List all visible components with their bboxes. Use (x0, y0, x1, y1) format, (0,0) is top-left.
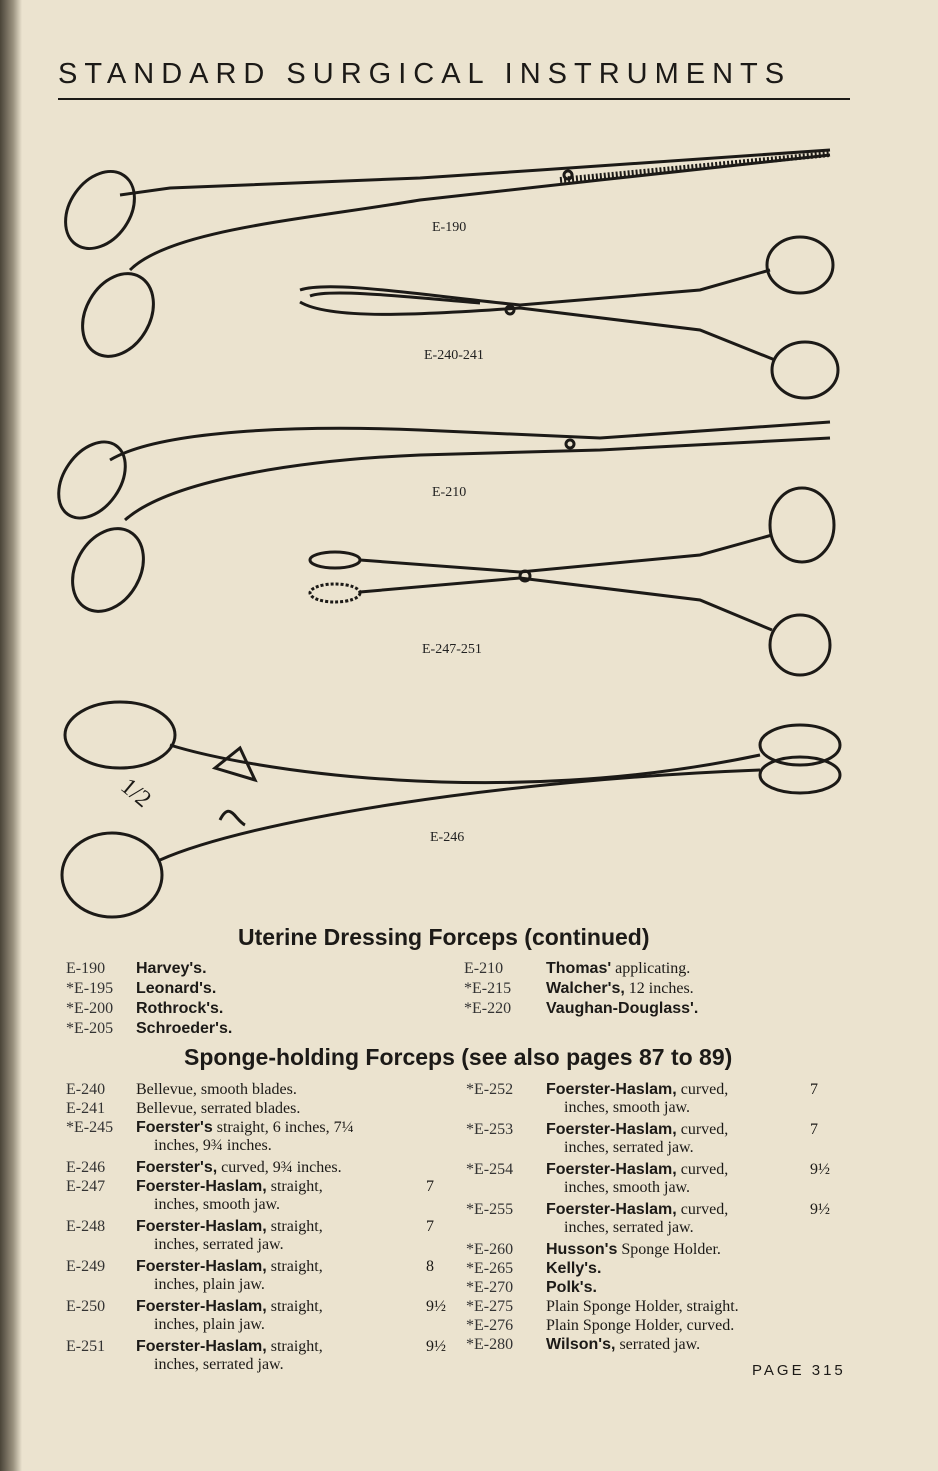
forceps-e247-illustration (310, 488, 834, 675)
catalog-entry (464, 980, 866, 998)
instrument-name: Foerster-Haslam, (136, 1178, 267, 1195)
catalog-entry (66, 1119, 496, 1155)
instrument-description: serrated jaw. (615, 1336, 701, 1353)
instrument-description-continued: inches, smooth jaw. (154, 1196, 281, 1213)
catalog-code: *E-255 (466, 1201, 514, 1218)
instrument-name: Foerster's (136, 1119, 213, 1136)
catalog-entry (466, 1201, 856, 1237)
scale-note: 1/2 (115, 773, 156, 813)
instrument-size: 8 (426, 1258, 434, 1275)
figure-label: E-190 (432, 220, 467, 235)
catalog-entry (466, 1336, 856, 1354)
instrument-name: Foerster-Haslam, (136, 1298, 267, 1315)
instrument-name: Kelly's. (546, 1260, 602, 1277)
instrument-name: Thomas' (546, 960, 612, 977)
instrument-description: Bellevue, serrated blades. (136, 1100, 301, 1117)
catalog-code: *E-220 (464, 1000, 512, 1017)
instrument-description: curved, (676, 1081, 729, 1098)
catalog-entry (464, 960, 866, 978)
instrument-name: Foerster-Haslam, (546, 1201, 677, 1218)
instrument-description: straight, (266, 1258, 323, 1275)
forceps-e246-illustration (62, 702, 840, 917)
catalog-code: *E-265 (466, 1260, 514, 1277)
catalog-entry (466, 1161, 856, 1197)
catalog-code: E-210 (464, 960, 504, 977)
catalog-entry (66, 1298, 496, 1334)
instrument-name: Harvey's. (136, 960, 207, 977)
instrument-size: 9½ (810, 1201, 830, 1218)
instrument-description: straight, 6 inches, 7¼ (212, 1119, 354, 1136)
instrument-name: Walcher's, (546, 980, 625, 997)
instrument-size: 7 (810, 1081, 818, 1098)
instrument-description-continued: inches, smooth jaw. (564, 1099, 691, 1116)
instrument-name: Rothrock's. (136, 1000, 224, 1017)
catalog-entry (466, 1241, 856, 1259)
instrument-description: 12 inches. (624, 980, 694, 997)
catalog-entry (66, 1338, 496, 1374)
instrument-description: straight, (266, 1178, 323, 1195)
instrument-description-continued: inches, serrated jaw. (154, 1236, 284, 1253)
instrument-description-continued: inches, plain jaw. (154, 1316, 265, 1333)
catalog-entry (66, 1100, 496, 1118)
instrument-description: curved, 9¾ inches. (217, 1159, 342, 1176)
instrument-name: Vaughan-Douglass'. (546, 1000, 699, 1017)
catalog-entry (66, 1000, 436, 1018)
catalog-entry (66, 960, 436, 978)
catalog-entry (466, 1081, 856, 1117)
instrument-description: applicating. (611, 960, 691, 977)
instrument-name: Husson's (546, 1241, 618, 1258)
figure-label: E-210 (432, 485, 467, 500)
instrument-description: straight, (266, 1298, 323, 1315)
page-header: STANDARD SURGICAL INSTRUMENTS (58, 58, 792, 90)
catalog-code: E-250 (66, 1298, 106, 1315)
instrument-description-continued: inches, serrated jaw. (564, 1139, 694, 1156)
catalog-entry (66, 1081, 496, 1099)
instrument-description-continued: inches, plain jaw. (154, 1276, 265, 1293)
instrument-name: Foerster-Haslam, (546, 1121, 677, 1138)
catalog-entry (466, 1260, 856, 1278)
catalog-code: *E-205 (66, 1020, 114, 1037)
catalog-code: *E-252 (466, 1081, 514, 1098)
instrument-description: curved, (676, 1121, 729, 1138)
instrument-description: curved, (676, 1201, 729, 1218)
catalog-code: *E-215 (464, 980, 512, 997)
instrument-size: 9½ (810, 1161, 830, 1178)
instrument-description: curved, (676, 1161, 729, 1178)
instrument-name: Wilson's, (546, 1336, 616, 1353)
catalog-code: E-247 (66, 1178, 106, 1195)
figure-label: E-246 (430, 830, 465, 845)
instrument-description: Plain Sponge Holder, straight. (546, 1298, 739, 1315)
catalog-code: *E-260 (466, 1241, 514, 1258)
instrument-name: Foerster-Haslam, (546, 1161, 677, 1178)
catalog-entry (66, 1159, 496, 1177)
figure-label: E-240-241 (424, 348, 484, 363)
catalog-code: E-246 (66, 1159, 106, 1176)
instrument-name: Foerster-Haslam, (136, 1218, 267, 1235)
instrument-description: Plain Sponge Holder, curved. (546, 1317, 735, 1334)
catalog-entry (66, 1020, 436, 1038)
figure-label: E-247-251 (422, 642, 482, 657)
catalog-code: *E-254 (466, 1161, 514, 1178)
catalog-code: *E-276 (466, 1317, 514, 1334)
forceps-e240-illustration (300, 237, 838, 398)
instrument-description-continued: inches, 9¾ inches. (154, 1137, 272, 1154)
catalog-code: E-241 (66, 1100, 106, 1117)
instrument-size: 7 (426, 1178, 434, 1195)
page-number: PAGE 315 (752, 1362, 846, 1379)
section-heading-sponge: Sponge-holding Forceps (see also pages 87 to 89) (184, 1044, 733, 1070)
instrument-name: Foerster-Haslam, (546, 1081, 677, 1098)
instrument-name: Foerster-Haslam, (136, 1338, 267, 1355)
catalog-code: E-240 (66, 1081, 106, 1098)
catalog-entry (466, 1298, 856, 1316)
catalog-entry (66, 1218, 496, 1254)
instrument-description-continued: inches, serrated jaw. (564, 1219, 694, 1236)
instrument-name: Leonard's. (136, 980, 217, 997)
catalog-code: *E-275 (466, 1298, 514, 1315)
catalog-code: *E-253 (466, 1121, 514, 1138)
instrument-description: straight, (266, 1218, 323, 1235)
catalog-entry (466, 1279, 856, 1297)
catalog-entry (464, 1000, 866, 1018)
catalog-code: E-248 (66, 1218, 106, 1235)
catalog-code: E-249 (66, 1258, 106, 1275)
instrument-name: Foerster-Haslam, (136, 1258, 267, 1275)
header-rule (58, 98, 850, 100)
catalog-code: *E-245 (66, 1119, 114, 1136)
catalog-code: *E-270 (466, 1279, 514, 1296)
instrument-description: Bellevue, smooth blades. (136, 1081, 297, 1098)
instrument-size: 7 (810, 1121, 818, 1138)
catalog-code: *E-280 (466, 1336, 514, 1353)
instrument-name: Foerster's, (136, 1159, 218, 1176)
instrument-size: 9½ (426, 1338, 446, 1355)
catalog-code: E-251 (66, 1338, 106, 1355)
instrument-description-continued: inches, smooth jaw. (564, 1179, 691, 1196)
instrument-size: 9½ (426, 1298, 446, 1315)
catalog-entry (466, 1317, 856, 1335)
instrument-description: straight, (266, 1338, 323, 1355)
catalog-code: *E-200 (66, 1000, 114, 1017)
catalog-entry (66, 1178, 496, 1214)
forceps-e210-illustration (45, 422, 830, 624)
instrument-description: Sponge Holder. (617, 1241, 721, 1258)
catalog-code: E-190 (66, 960, 106, 977)
catalog-entry (66, 1258, 496, 1294)
catalog-code: *E-195 (66, 980, 114, 997)
instrument-name: Polk's. (546, 1279, 597, 1296)
catalog-entry (66, 980, 436, 998)
catalog-entry (466, 1121, 856, 1157)
instrument-size: 7 (426, 1218, 434, 1235)
section-heading-uterine: Uterine Dressing Forceps (continued) (238, 924, 650, 950)
instrument-name: Schroeder's. (136, 1020, 233, 1037)
instrument-description-continued: inches, serrated jaw. (154, 1356, 284, 1373)
